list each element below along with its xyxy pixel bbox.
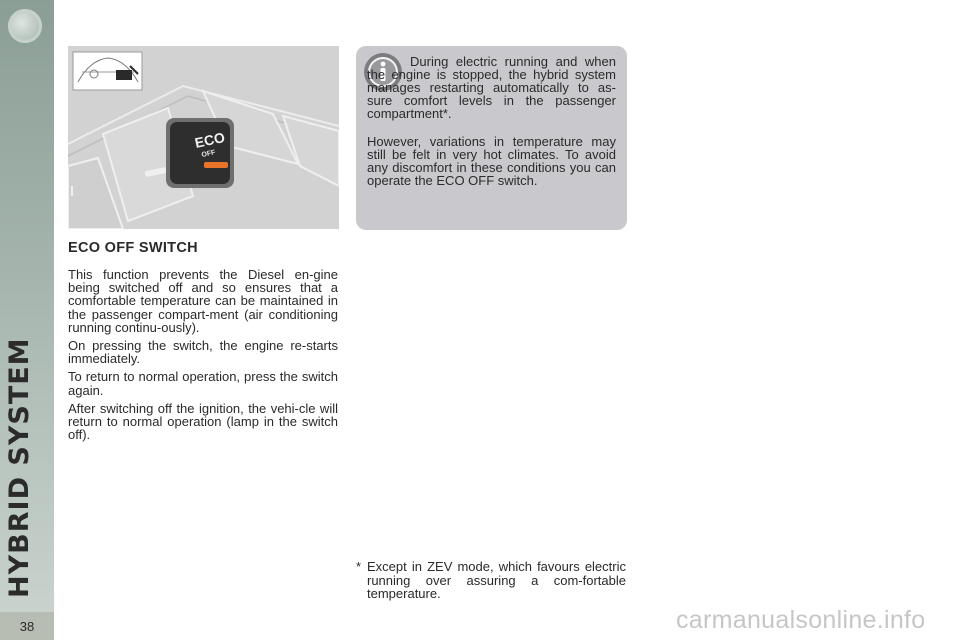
watermark: carmanualsonline.info	[676, 606, 926, 634]
section-title: HYBRID SYSTEM	[4, 337, 35, 598]
footnote	[356, 560, 626, 601]
chapter-circle-icon	[8, 9, 42, 43]
body-text	[68, 268, 338, 446]
info-paragraph: During electric running and when the engine is stopped, the hybrid system manages restarting automatically to as-sure comfort levels in the passenger compartment*.	[367, 54, 616, 121]
footnote-marker: *	[356, 559, 362, 574]
info-box	[356, 46, 627, 230]
section-heading: ECO OFF SWITCH	[68, 240, 198, 256]
page-number: 38	[0, 612, 54, 640]
eco-label: ECO	[193, 128, 227, 151]
footnote-text: Except in ZEV mode, which favours electric running over assuring a com-fortable temperature.	[367, 559, 626, 601]
body-paragraph: After switching off the ignition, the vehi-cle will return to normal operation (lamp in the switch off).	[68, 400, 338, 443]
dashboard-panel-drawing	[68, 46, 339, 229]
off-label: OFF	[200, 149, 217, 159]
body-paragraph: This function prevents the Diesel en-gine being switched off and so ensures that a comfortable temperature can be maintained in the passenger compart-ment (air conditioning running continu-ously).	[68, 267, 338, 335]
body-paragraph: To return to normal operation, press the switch again.	[68, 369, 338, 398]
body-paragraph: On pressing the switch, the engine re-starts immediately.	[68, 338, 338, 367]
eco-off-switch-illustration	[68, 46, 339, 229]
info-paragraph: However, variations in temperature may still be felt in very hot climates. To avoid any discomfort in these conditions you can operate the ECO OFF switch.	[367, 134, 616, 188]
